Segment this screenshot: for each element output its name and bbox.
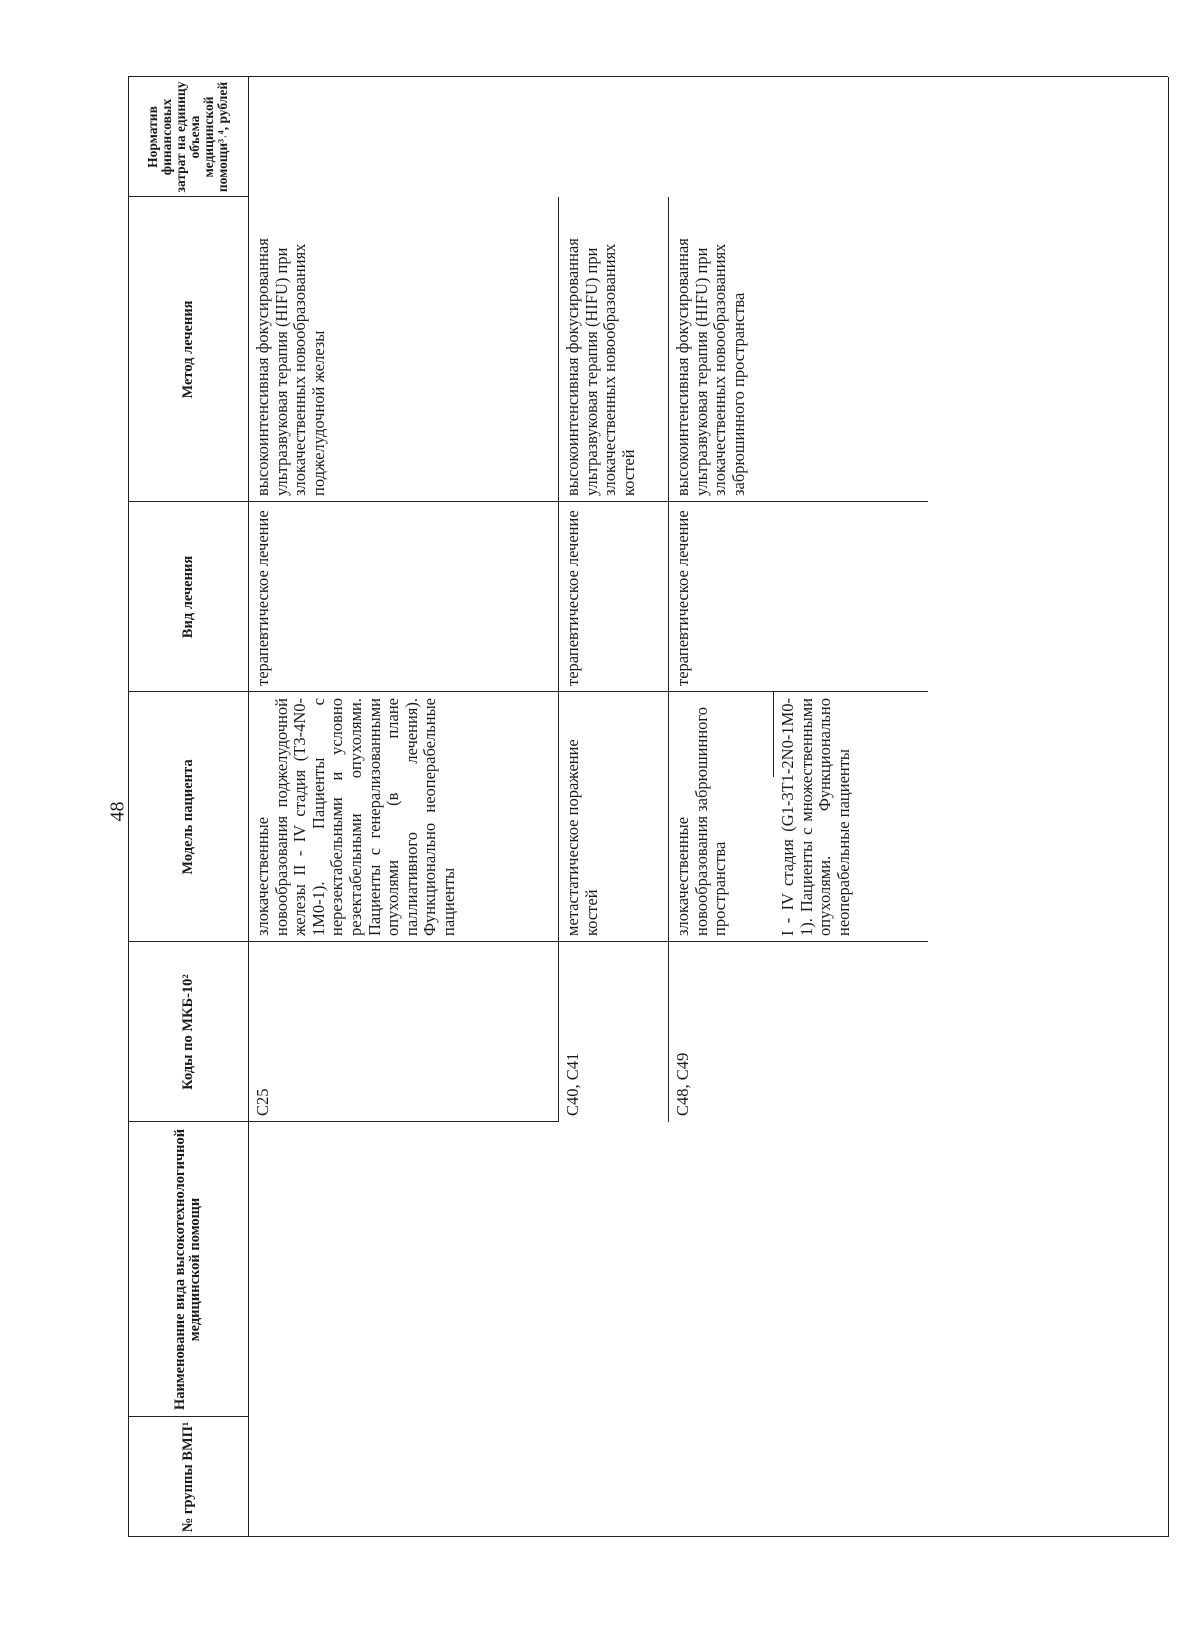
header-cost-norm bbox=[128, 77, 248, 197]
body-sep-icd-left bbox=[248, 1121, 558, 1122]
row3-model-extra: I - IV стадия (G1-3T1-2N0-1M0-1). Пациенты с множественными опухолями. Функционально неоперабельные пациенты bbox=[778, 698, 853, 936]
row1-method: высокоинтенсивная фокусированная ультразвуковая терапия (HIFU) при злокачественных новообразованиях поджелудочной железы bbox=[253, 238, 328, 496]
body-sep-model-right bbox=[248, 691, 928, 692]
body-sep-type-right bbox=[248, 501, 928, 502]
page-number: 48 bbox=[106, 801, 129, 822]
table-border-top bbox=[128, 77, 129, 1537]
header-patient-model bbox=[128, 692, 248, 942]
header-method bbox=[128, 197, 248, 502]
row1-model: злокачественные новообразования поджелудочной железы II - IV стадия (T3-4N0-1M0-1). Пациенты с нерезектабельными и условно резектабельными опухолями. Пациенты с генерализованными опухолями (в плане паллиативного лечения). Функционально неоперабельные пациенты bbox=[253, 698, 458, 936]
header-icd-codes bbox=[128, 942, 248, 1122]
row1-icd: C25 bbox=[253, 1088, 272, 1116]
row2-type: терапевтическое лечение bbox=[563, 510, 582, 686]
row-sep-2 bbox=[668, 197, 669, 1122]
header-icd-codes-text: Коды по МКБ-10² bbox=[179, 974, 196, 1090]
row2-method: высокоинтенсивная фокусированная ультразвуковая терапия (HIFU) при злокачественных новообразованиях костей bbox=[563, 238, 638, 496]
table-border-left bbox=[128, 1536, 1168, 1537]
header-separator bbox=[248, 77, 249, 1537]
body-sep-icd-right bbox=[248, 941, 928, 942]
col-sep-3 bbox=[128, 941, 248, 942]
row-sep-1 bbox=[558, 197, 559, 1122]
header-group-no-text: № группы ВМП¹ bbox=[179, 1421, 196, 1533]
row3-model: злокачественные новообразования забрюшинного пространства bbox=[673, 706, 730, 936]
col-sep-5 bbox=[128, 501, 248, 502]
row-sep-3-model bbox=[773, 692, 774, 777]
row2-icd: C40, C41 bbox=[563, 1052, 582, 1116]
row2-model: метастатическое поражение костей bbox=[563, 739, 601, 936]
col-sep-2 bbox=[128, 1121, 248, 1122]
header-treatment-type bbox=[128, 502, 248, 692]
table-border-bottom bbox=[1168, 77, 1169, 1537]
header-cost-norm-text: Норматив финансовых затрат на единицу объема медицинской помощи³˒⁴, рублей bbox=[145, 81, 230, 193]
header-patient-model-text: Модель пациента bbox=[179, 759, 196, 875]
col-sep-1 bbox=[128, 1416, 248, 1417]
header-name bbox=[128, 1122, 248, 1417]
col-sep-6 bbox=[128, 196, 248, 197]
table-border-right bbox=[128, 76, 1168, 77]
header-treatment-type-text: Вид лечения bbox=[179, 555, 196, 639]
row3-type: терапевтическое лечение bbox=[673, 510, 692, 686]
header-name-text: Наименование вида высокотехнологичной медицинской помощи bbox=[172, 1128, 203, 1411]
col-sep-4 bbox=[128, 691, 248, 692]
header-method-text: Метод лечения bbox=[179, 300, 196, 399]
header-group-no bbox=[128, 1417, 248, 1537]
row3-method: высокоинтенсивная фокусированная ультразвуковая терапия (HIFU) при злокачественных новообразованиях забрюшинного пространства bbox=[673, 238, 748, 496]
rotated-table bbox=[128, 77, 1168, 1537]
row1-type: терапевтическое лечение bbox=[253, 510, 272, 686]
row3-icd: C48, C49 bbox=[673, 1052, 692, 1116]
